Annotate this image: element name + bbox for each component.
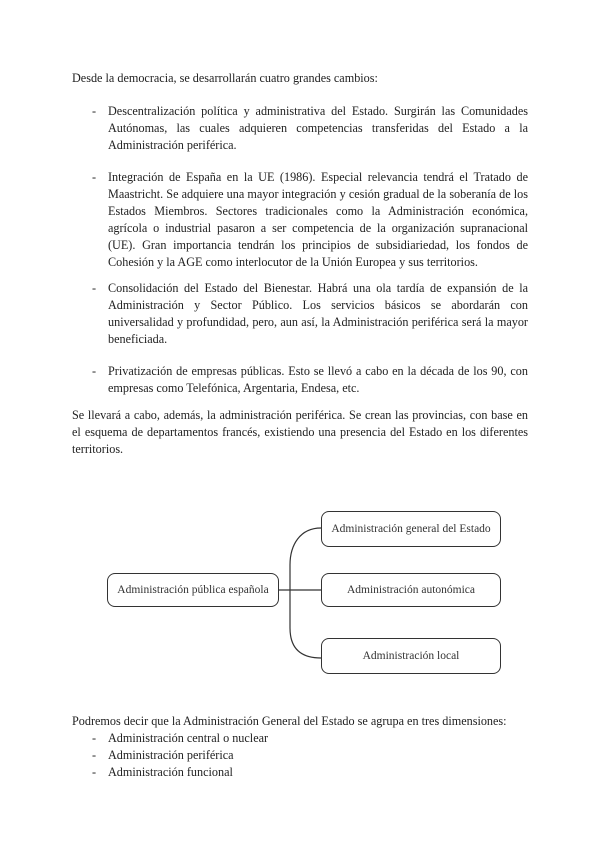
root-box: Administración pública española (107, 573, 279, 607)
dimensions-paragraph: Podremos decir que la Administración General del Estado se agrupa en tres dimensiones: (72, 714, 507, 728)
bullet-line: Privatización de empresas públicas. Esto se llevó a cabo en la década de los 90, con (108, 364, 528, 378)
child-box-estado: Administración general del Estado (321, 511, 501, 547)
paragraph-line: Se llevará a cabo, además, la administración periférica. Se crean las provincias, con base en (72, 408, 528, 422)
list-dash: - (92, 170, 97, 184)
paragraph-line: territorios. (72, 442, 124, 456)
list-dash: - (92, 748, 97, 762)
list-item (92, 764, 268, 781)
list-item (92, 730, 268, 747)
periferica-paragraph (72, 407, 528, 458)
dimension-label: Administración periférica (108, 748, 234, 762)
bullet-line: universalidad y profundidad, pero, aun así, la Administración periférica será la mayor (108, 315, 528, 329)
list-item (92, 363, 528, 397)
bullet-line: beneficiada. (108, 332, 168, 346)
bullet-line: Estados Miembros. Sectores tradicionales como la Administración económica, (108, 204, 528, 218)
bullet-line: Integración de España en la UE (1986). Especial relevancia tendrá el Tratado de (108, 170, 528, 184)
dimension-label: Administración central o nuclear (108, 731, 269, 745)
bracket-connector (290, 528, 321, 658)
child-box-autonomica: Administración autonómica (321, 573, 501, 607)
bullet-line: agrícola o industrial pasaron a ser competencia de la organización supranacional (108, 221, 528, 235)
bullet-line: empresas como Telefónica, Argentaria, Endesa, etc. (108, 381, 360, 395)
list-dash: - (92, 281, 97, 295)
dimensions-list (92, 730, 268, 781)
bullet-line: Administración periférica. (108, 138, 237, 152)
bullet-line: Consolidación del Estado del Bienestar. Habrá una ola tardía de expansión de la (108, 281, 528, 295)
administration-diagram (0, 490, 600, 690)
list-dash: - (92, 765, 97, 779)
paragraph-line: el esquema de departamentos francés, existiendo una presencia del Estado en los diferentes (72, 425, 528, 439)
bullet-line: Administración y Sector Público. Los servicios básicos se abordarán con (108, 298, 528, 312)
list-item (92, 103, 528, 154)
diagram-connectors (0, 490, 600, 690)
bullet-line: Descentralización política y administrativa del Estado. Surgirán las Comunidades (108, 104, 528, 118)
list-item (92, 169, 528, 271)
list-item (92, 280, 528, 348)
list-dash: - (92, 731, 97, 745)
bullet-line: Autónomas, las cuales adquieren competencias transferidas del Estado a la (108, 121, 528, 135)
child-box-local: Administración local (321, 638, 501, 674)
list-dash: - (92, 364, 97, 378)
bullet-line: (UE). Gran importancia tendrán los principios de subsidiariedad, los fondos de (108, 238, 528, 252)
dimension-label: Administración funcional (108, 765, 233, 779)
bullet-line: Maastricht. Se adquiere una mayor integración y cesión gradual de la soberanía de los (108, 187, 528, 201)
list-item (92, 747, 268, 764)
bullet-line: Cohesión y la AGE como interlocutor de la Unión Europea y sus territorios. (108, 255, 478, 269)
intro-paragraph: Desde la democracia, se desarrollarán cuatro grandes cambios: (72, 71, 378, 85)
list-dash: - (92, 104, 97, 118)
